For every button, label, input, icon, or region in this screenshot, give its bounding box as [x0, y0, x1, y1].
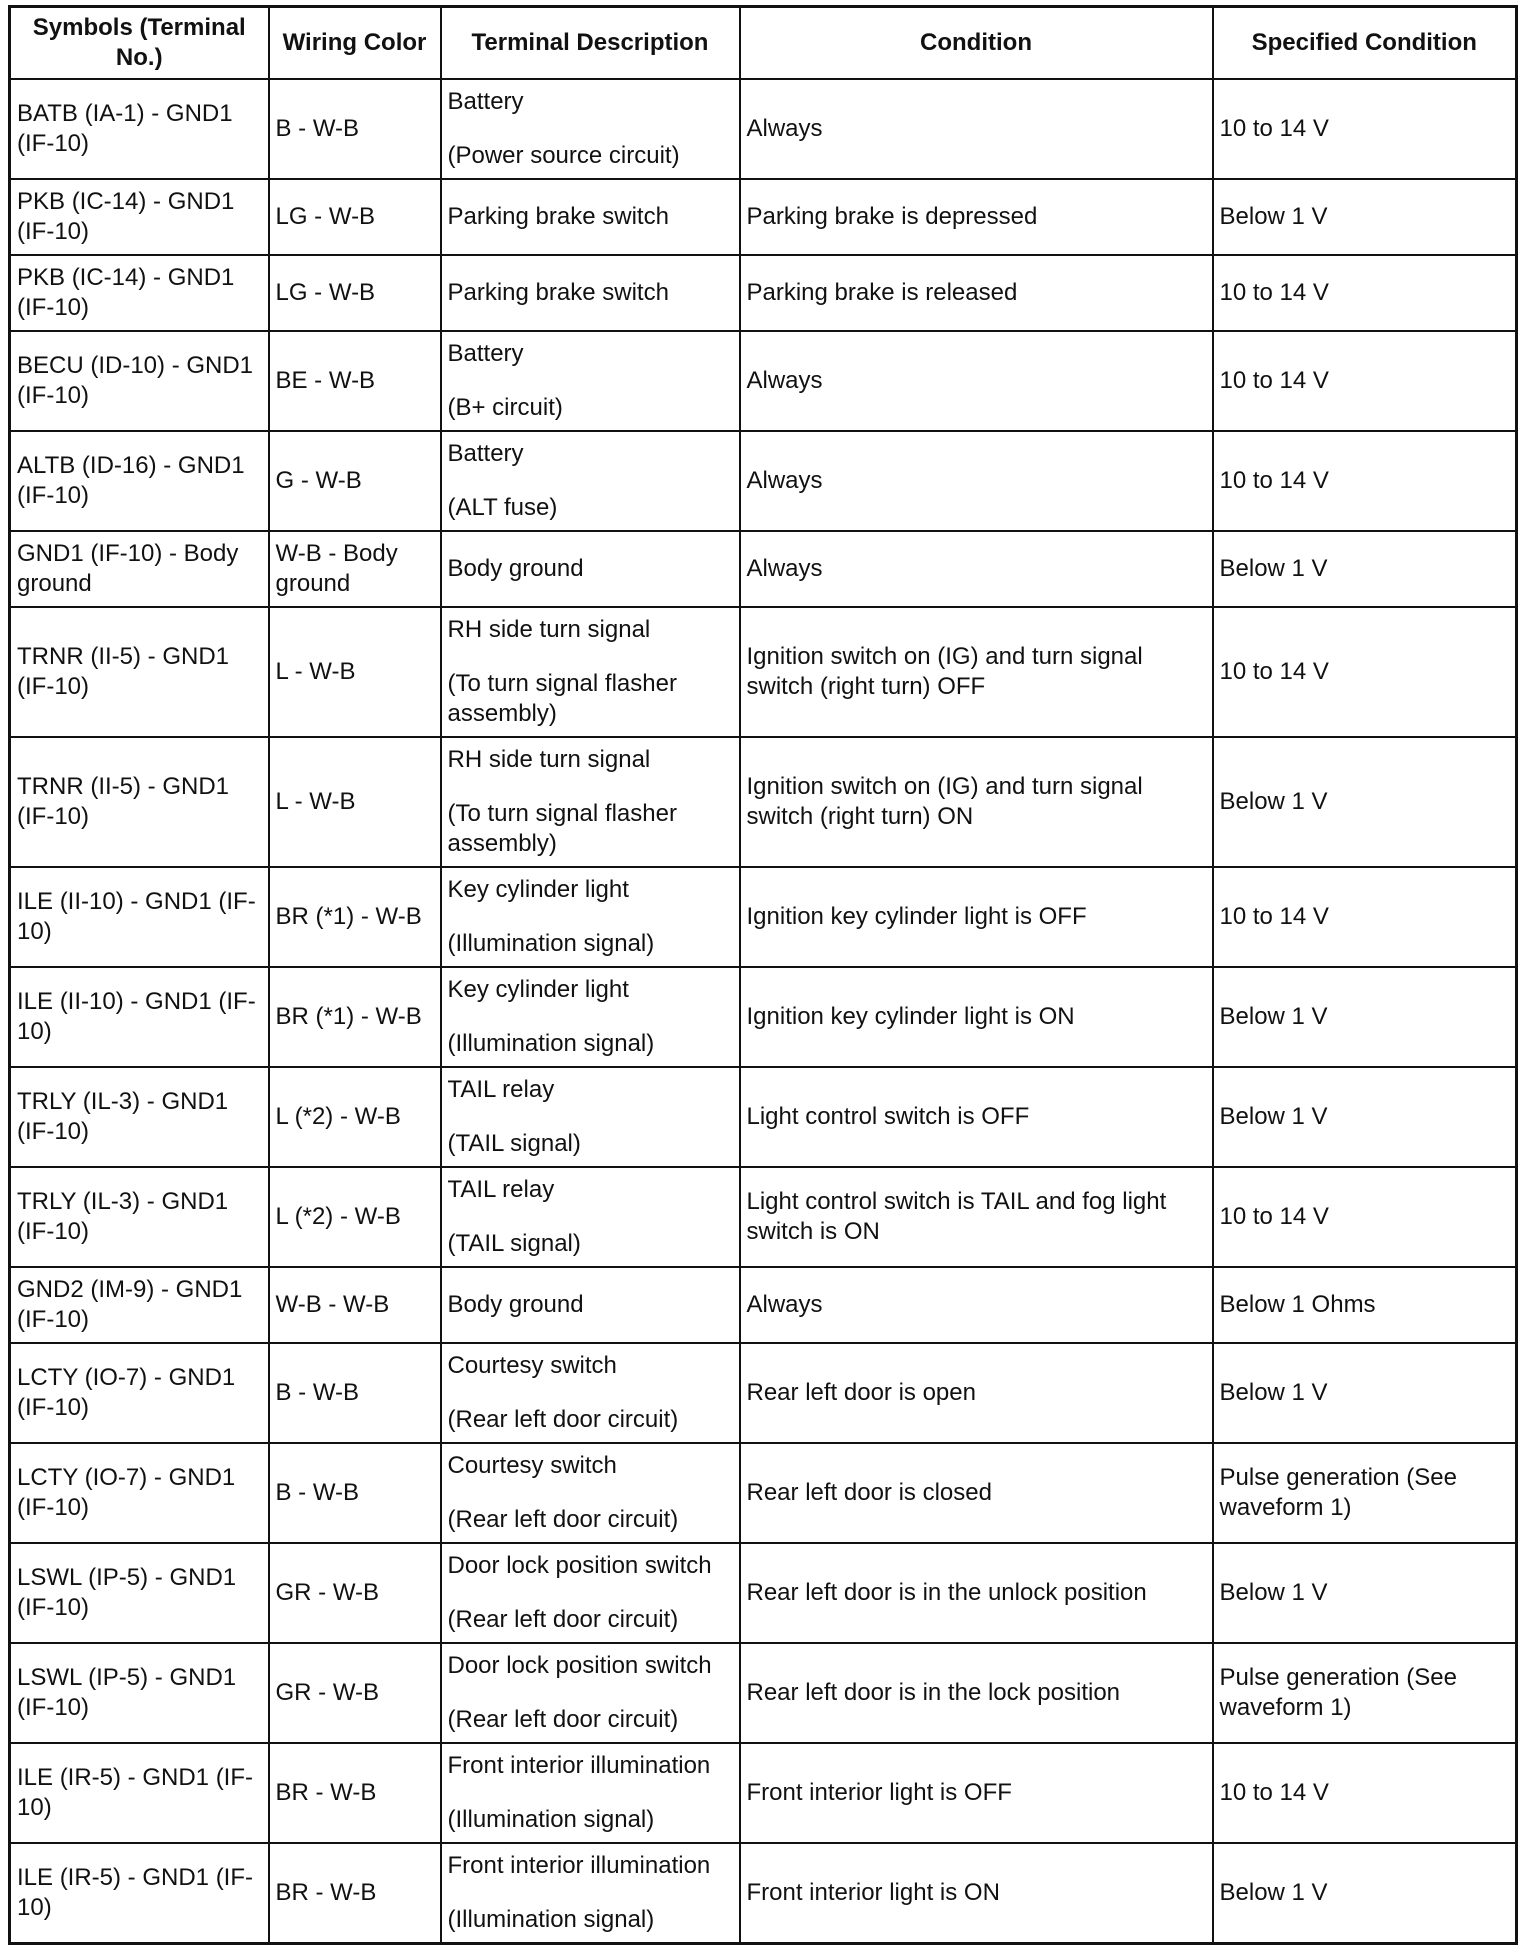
header-terminal-description: Terminal Description	[441, 7, 740, 80]
cell-condition: Ignition key cylinder light is OFF	[740, 867, 1213, 967]
cell-wiring-color: L - W-B	[269, 607, 441, 737]
description-main: Parking brake switch	[447, 279, 669, 306]
cell-specified-condition: Below 1 V	[1213, 1343, 1517, 1443]
header-specified-condition: Specified Condition	[1213, 7, 1517, 80]
cell-specified-condition: 10 to 14 V	[1213, 255, 1517, 331]
cell-wiring-color: W-B - W-B	[269, 1267, 441, 1343]
description-sub: (Rear left door circuit)	[447, 1606, 679, 1633]
table-row	[10, 1843, 1517, 1944]
cell-symbol: BECU (ID-10) - GND1 (IF-10)	[10, 331, 269, 431]
cell-condition: Ignition key cylinder light is ON	[740, 967, 1213, 1067]
terminal-inspection-table	[8, 5, 1518, 1945]
cell-terminal-description	[441, 607, 740, 737]
description-main: Door lock position switch	[447, 1652, 712, 1679]
cell-symbol: LSWL (IP-5) - GND1 (IF-10)	[10, 1643, 269, 1743]
header-wiring-color: Wiring Color	[269, 7, 441, 80]
cell-wiring-color: L (*2) - W-B	[269, 1067, 441, 1167]
description-sub: (B+ circuit)	[447, 394, 563, 421]
description-sub: (Illumination signal)	[447, 1030, 655, 1057]
description-main: Battery	[447, 88, 524, 115]
cell-condition: Rear left door is in the unlock position	[740, 1543, 1213, 1643]
table-row	[10, 531, 1517, 607]
table-row	[10, 255, 1517, 331]
description-main: Key cylinder light	[447, 976, 629, 1003]
cell-wiring-color: BR (*1) - W-B	[269, 867, 441, 967]
table-row	[10, 331, 1517, 431]
cell-wiring-color: LG - W-B	[269, 255, 441, 331]
cell-terminal-description	[441, 1343, 740, 1443]
description-main: RH side turn signal	[447, 746, 651, 773]
description-sub: (ALT fuse)	[447, 494, 558, 521]
cell-wiring-color: BR (*1) - W-B	[269, 967, 441, 1067]
header-symbols: Symbols (Terminal No.)	[10, 7, 269, 80]
cell-specified-condition: Below 1 V	[1213, 737, 1517, 867]
cell-wiring-color: BE - W-B	[269, 331, 441, 431]
cell-specified-condition: 10 to 14 V	[1213, 1167, 1517, 1267]
cell-symbol: ILE (IR-5) - GND1 (IF-10)	[10, 1743, 269, 1843]
description-sub: (To turn signal flasher assembly)	[447, 670, 677, 727]
cell-symbol: BATB (IA-1) - GND1 (IF-10)	[10, 79, 269, 179]
cell-terminal-description	[441, 1443, 740, 1543]
cell-terminal-description	[441, 1267, 740, 1343]
cell-symbol: ILE (IR-5) - GND1 (IF-10)	[10, 1843, 269, 1944]
description-main: Body ground	[447, 555, 584, 582]
description-main: Front interior illumination	[447, 1752, 711, 1779]
table-row	[10, 1443, 1517, 1543]
cell-specified-condition: Pulse generation (See waveform 1)	[1213, 1443, 1517, 1543]
cell-symbol: TRNR (II-5) - GND1 (IF-10)	[10, 737, 269, 867]
cell-terminal-description	[441, 1643, 740, 1743]
cell-condition: Front interior light is OFF	[740, 1743, 1213, 1843]
table-row	[10, 79, 1517, 179]
description-main: TAIL relay	[447, 1176, 555, 1203]
cell-condition: Parking brake is depressed	[740, 179, 1213, 255]
cell-wiring-color: W-B - Body ground	[269, 531, 441, 607]
description-sub: (Rear left door circuit)	[447, 1406, 679, 1433]
cell-wiring-color: B - W-B	[269, 1443, 441, 1543]
cell-wiring-color: B - W-B	[269, 1343, 441, 1443]
cell-specified-condition: Below 1 V	[1213, 1067, 1517, 1167]
cell-specified-condition: Below 1 V	[1213, 967, 1517, 1067]
cell-terminal-description	[441, 431, 740, 531]
cell-symbol: ILE (II-10) - GND1 (IF-10)	[10, 967, 269, 1067]
cell-specified-condition: Below 1 V	[1213, 531, 1517, 607]
cell-condition: Always	[740, 79, 1213, 179]
cell-wiring-color: B - W-B	[269, 79, 441, 179]
description-sub: (Illumination signal)	[447, 1806, 655, 1833]
cell-symbol: LCTY (IO-7) - GND1 (IF-10)	[10, 1343, 269, 1443]
cell-terminal-description	[441, 1843, 740, 1944]
cell-terminal-description	[441, 331, 740, 431]
cell-wiring-color: L (*2) - W-B	[269, 1167, 441, 1267]
description-sub: (TAIL signal)	[447, 1130, 581, 1157]
header-condition: Condition	[740, 7, 1213, 80]
description-main: Battery	[447, 340, 524, 367]
cell-terminal-description	[441, 967, 740, 1067]
cell-terminal-description	[441, 1167, 740, 1267]
cell-terminal-description	[441, 179, 740, 255]
cell-symbol: ALTB (ID-16) - GND1 (IF-10)	[10, 431, 269, 531]
description-main: Battery	[447, 440, 524, 467]
cell-specified-condition: 10 to 14 V	[1213, 431, 1517, 531]
table-row	[10, 737, 1517, 867]
cell-terminal-description	[441, 737, 740, 867]
cell-condition: Rear left door is in the lock position	[740, 1643, 1213, 1743]
description-main: Door lock position switch	[447, 1552, 712, 1579]
table-row	[10, 1643, 1517, 1743]
description-sub: (Power source circuit)	[447, 142, 680, 169]
cell-condition: Ignition switch on (IG) and turn signal switch (right turn) ON	[740, 737, 1213, 867]
cell-terminal-description	[441, 867, 740, 967]
cell-specified-condition: 10 to 14 V	[1213, 867, 1517, 967]
description-sub: (Illumination signal)	[447, 930, 655, 957]
table-body	[10, 79, 1517, 1944]
cell-condition: Always	[740, 331, 1213, 431]
cell-specified-condition: Pulse generation (See waveform 1)	[1213, 1643, 1517, 1743]
cell-symbol: GND1 (IF-10) - Body ground	[10, 531, 269, 607]
cell-symbol: GND2 (IM-9) - GND1 (IF-10)	[10, 1267, 269, 1343]
cell-condition: Always	[740, 1267, 1213, 1343]
description-sub: (Rear left door circuit)	[447, 1506, 679, 1533]
cell-condition: Rear left door is closed	[740, 1443, 1213, 1543]
cell-condition: Parking brake is released	[740, 255, 1213, 331]
table-row	[10, 867, 1517, 967]
cell-specified-condition: 10 to 14 V	[1213, 607, 1517, 737]
cell-wiring-color: GR - W-B	[269, 1543, 441, 1643]
cell-specified-condition: 10 to 14 V	[1213, 1743, 1517, 1843]
table-row	[10, 1343, 1517, 1443]
cell-condition: Light control switch is OFF	[740, 1067, 1213, 1167]
cell-condition: Rear left door is open	[740, 1343, 1213, 1443]
cell-wiring-color: BR - W-B	[269, 1843, 441, 1944]
cell-specified-condition: Below 1 Ohms	[1213, 1267, 1517, 1343]
cell-wiring-color: BR - W-B	[269, 1743, 441, 1843]
table-row	[10, 1267, 1517, 1343]
table-row	[10, 1167, 1517, 1267]
cell-specified-condition: 10 to 14 V	[1213, 79, 1517, 179]
description-sub: (TAIL signal)	[447, 1230, 581, 1257]
cell-terminal-description	[441, 255, 740, 331]
description-main: Key cylinder light	[447, 876, 629, 903]
description-main: Front interior illumination	[447, 1852, 711, 1879]
cell-condition: Always	[740, 531, 1213, 607]
description-main: Parking brake switch	[447, 203, 669, 230]
table-row	[10, 1743, 1517, 1843]
cell-symbol: TRNR (II-5) - GND1 (IF-10)	[10, 607, 269, 737]
cell-terminal-description	[441, 531, 740, 607]
description-sub: (Illumination signal)	[447, 1906, 655, 1933]
cell-terminal-description	[441, 1543, 740, 1643]
description-main: Courtesy switch	[447, 1452, 617, 1479]
cell-terminal-description	[441, 1067, 740, 1167]
cell-terminal-description	[441, 1743, 740, 1843]
cell-terminal-description	[441, 79, 740, 179]
table-row	[10, 1067, 1517, 1167]
table-row	[10, 967, 1517, 1067]
cell-wiring-color: G - W-B	[269, 431, 441, 531]
table-row	[10, 431, 1517, 531]
cell-condition: Front interior light is ON	[740, 1843, 1213, 1944]
cell-symbol: TRLY (IL-3) - GND1 (IF-10)	[10, 1067, 269, 1167]
description-main: Body ground	[447, 1291, 584, 1318]
cell-wiring-color: GR - W-B	[269, 1643, 441, 1743]
cell-symbol: LCTY (IO-7) - GND1 (IF-10)	[10, 1443, 269, 1543]
table-row	[10, 1543, 1517, 1643]
cell-condition: Always	[740, 431, 1213, 531]
table-row	[10, 607, 1517, 737]
cell-wiring-color: LG - W-B	[269, 179, 441, 255]
cell-symbol: TRLY (IL-3) - GND1 (IF-10)	[10, 1167, 269, 1267]
cell-specified-condition: 10 to 14 V	[1213, 331, 1517, 431]
cell-wiring-color: L - W-B	[269, 737, 441, 867]
cell-specified-condition: Below 1 V	[1213, 1843, 1517, 1944]
cell-symbol: PKB (IC-14) - GND1 (IF-10)	[10, 179, 269, 255]
cell-condition: Light control switch is TAIL and fog light switch is ON	[740, 1167, 1213, 1267]
description-main: Courtesy switch	[447, 1352, 617, 1379]
description-sub: (Rear left door circuit)	[447, 1706, 679, 1733]
description-main: RH side turn signal	[447, 616, 651, 643]
description-sub: (To turn signal flasher assembly)	[447, 800, 677, 857]
cell-specified-condition: Below 1 V	[1213, 1543, 1517, 1643]
cell-symbol: LSWL (IP-5) - GND1 (IF-10)	[10, 1543, 269, 1643]
table-row	[10, 179, 1517, 255]
description-main: TAIL relay	[447, 1076, 555, 1103]
cell-condition: Ignition switch on (IG) and turn signal switch (right turn) OFF	[740, 607, 1213, 737]
cell-symbol: PKB (IC-14) - GND1 (IF-10)	[10, 255, 269, 331]
cell-specified-condition: Below 1 V	[1213, 179, 1517, 255]
table-header-row	[10, 7, 1517, 80]
cell-symbol: ILE (II-10) - GND1 (IF-10)	[10, 867, 269, 967]
